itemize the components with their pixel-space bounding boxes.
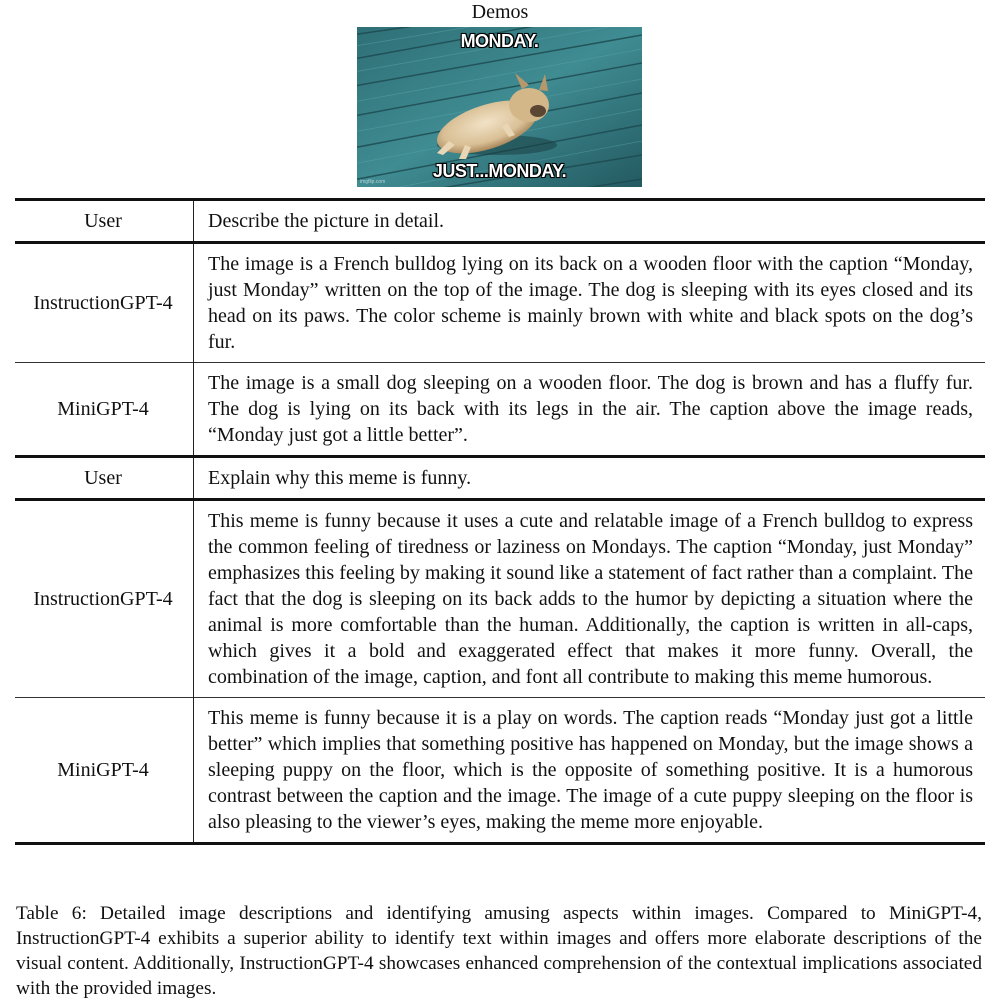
- role-cell: MiniGPT-4: [15, 363, 194, 457]
- table-row: [15, 457, 985, 500]
- meme-watermark: imgflip.com: [360, 179, 386, 185]
- meme-top-caption: MONDAY.: [460, 31, 539, 51]
- table-row: [15, 500, 985, 698]
- meme-bottom-caption: JUST...MONDAY.: [432, 161, 567, 181]
- demo-title: Demos: [471, 1, 529, 23]
- response-cell: This meme is funny because it uses a cute and relatable image of a French bulldog to express the common feeling of tiredness or laziness on Mondays. The caption “Monday, just Monday” emphasizes this feeling by making it sound like a statement of fact rather than a complaint. The fact that the dog is sleeping on its back adds to the humor by depicting a situation where the animal is more comfortable than the human. Additionally, the caption is written in all-caps, which gives it a bold and exaggerated effect that makes it more funny. Overall, the combination of the image, caption, and font all contribute to making this meme humorous.: [194, 500, 986, 698]
- meme-image: [357, 27, 642, 187]
- table-caption: Table 6: Detailed image descriptions and identifying amusing aspects within images. Compared to MiniGPT-4, InstructionGPT-4 exhibits a superior ability to identify text within images and offers more elaborate descriptions of the visual content. Additionally, InstructionGPT-4 showcases enhanced comprehension of the contextual implications associated with the provided images.: [16, 903, 982, 999]
- table-row: [15, 243, 985, 363]
- table-row: [15, 363, 985, 457]
- table-row: [15, 698, 985, 844]
- response-cell: Describe the picture in detail.: [194, 200, 986, 243]
- response-cell: This meme is funny because it is a play on words. The caption reads “Monday just got a little better” which implies that something positive has happened on Monday, but the image shows a sleeping puppy on the floor, which is the opposite of something positive. It is a humorous contrast between the caption and the image. The image of a cute puppy sleeping on the floor is also pleasing to the viewer’s eyes, making the meme more enjoyable.: [194, 698, 986, 844]
- conversation-table: [15, 198, 985, 845]
- role-cell: User: [15, 200, 194, 243]
- role-cell: User: [15, 457, 194, 500]
- response-cell: Explain why this meme is funny.: [194, 457, 986, 500]
- role-cell: InstructionGPT-4: [15, 243, 194, 363]
- response-cell: The image is a small dog sleeping on a wooden floor. The dog is brown and has a fluffy fur. The dog is lying on its back with its legs in the air. The caption above the image reads, “Monday just got a little better”.: [194, 363, 986, 457]
- table-row: [15, 200, 985, 243]
- response-cell: The image is a French bulldog lying on its back on a wooden floor with the caption “Monday, just Monday” written on the top of the image. The dog is sleeping with its eyes closed and its head on its paws. The color scheme is mainly brown with white and black spots on the dog’s fur.: [194, 243, 986, 363]
- role-cell: InstructionGPT-4: [15, 500, 194, 698]
- role-cell: MiniGPT-4: [15, 698, 194, 844]
